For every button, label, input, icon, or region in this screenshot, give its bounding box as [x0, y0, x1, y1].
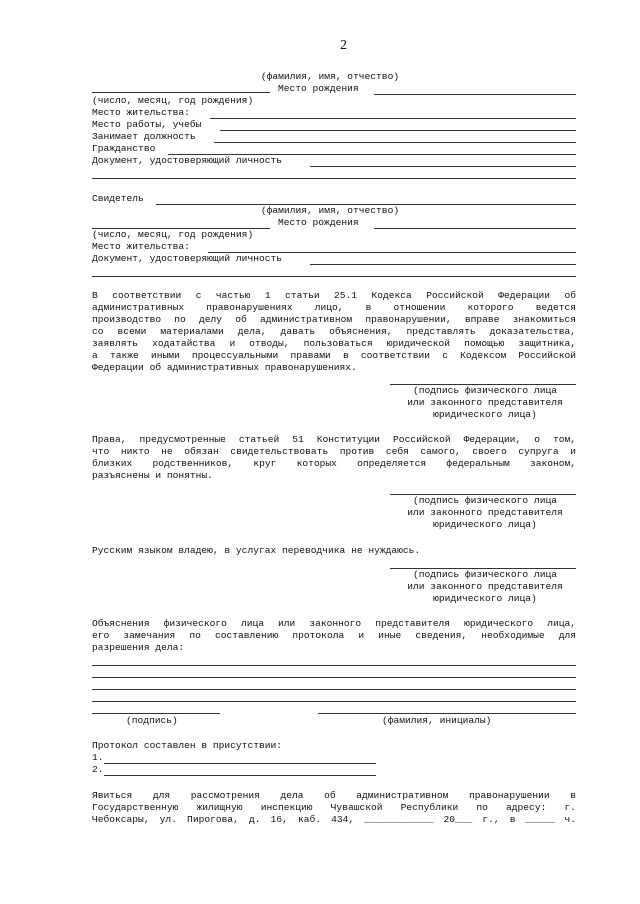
- witness-id-label: Документ, удостоверяющий личность: [92, 253, 282, 264]
- rights-line: а также иными процессуальными правами в соответствии с Кодексом Российской: [92, 350, 576, 361]
- rights-line: административных правонарушениях лицо, в отношении которого ведется: [92, 302, 576, 313]
- signature-caption-line: или законного представителя: [407, 397, 563, 408]
- witness-birthdate-caption: (число, месяц, год рождения): [92, 229, 254, 240]
- explanation-input-line[interactable]: [92, 665, 576, 666]
- explanation-input-line[interactable]: [92, 701, 576, 702]
- summons-line: Государственную жилищную инспекцию Чувашской Республики по адресу: г.: [92, 802, 576, 813]
- witness-label: Свидетель: [92, 193, 144, 204]
- offender-id-line-2[interactable]: [92, 178, 576, 179]
- rights-line: Федерации об административных правонарушениях.: [92, 362, 357, 373]
- signature-caption-line: или законного представителя: [407, 507, 563, 518]
- signature-caption-line: юридического лица): [433, 409, 537, 420]
- constitution-line: близких родственников, круг которых определяется федеральным законом,: [92, 458, 576, 469]
- page-number: 2: [340, 38, 347, 53]
- witness-fio-caption: (фамилия, имя, отчество): [260, 205, 400, 216]
- offender-birthplace-label: Место рождения: [278, 83, 359, 94]
- summons-line: Явиться для рассмотрения дела об административном правонарушении в: [92, 790, 576, 801]
- language-statement: Русским языком владею, в услугах переводчика не нуждаюсь.: [92, 545, 421, 556]
- rights-line: со всеми материалами дела, давать объяснения, представлять доказательства,: [92, 326, 576, 337]
- summons-line: Чебоксары, ул. Пирогова, д. 16, каб. 434, ____________ 20___ г., в _____ ч.: [92, 814, 576, 825]
- initials-label: (фамилия, инициалы): [382, 715, 492, 726]
- explanation-line: разрешения дела:: [92, 642, 185, 653]
- explanation-input-line[interactable]: [92, 689, 576, 690]
- constitution-line: Права, предусмотренные статьей 51 Конституции Российской Федерации, о том,: [92, 434, 576, 445]
- offender-position-label: Занимает должность: [92, 131, 196, 142]
- rights-line: производство по делу об административном правонарушении, вправе знакомиться: [92, 314, 576, 325]
- witness-id-line-2[interactable]: [92, 276, 576, 277]
- witness-residence-label: Место жительства:: [92, 241, 190, 252]
- signature-label: (подпись): [126, 715, 178, 726]
- offender-residence-label: Место жительства:: [92, 107, 190, 118]
- offender-citizenship-label: Гражданство: [92, 143, 156, 154]
- signature-caption-line: (подпись физического лица: [413, 569, 557, 580]
- explanation-line: его замечания по составлению протокола и иные сведения, необходимые для: [92, 630, 576, 641]
- signature-caption-line: (подпись физического лица: [413, 495, 557, 506]
- witness-birthplace-line[interactable]: [374, 228, 576, 229]
- constitution-line: разъяснены и понятны.: [92, 470, 213, 481]
- presence-heading: Протокол составлен в присутствии:: [92, 740, 282, 751]
- witness-id-line[interactable]: [310, 264, 576, 265]
- signature-caption-line: или законного представителя: [407, 581, 563, 592]
- presence-item-1-line[interactable]: [104, 763, 376, 764]
- constitution-line: что никто не обязан свидетельствовать против себя самого, своего супруга и: [92, 446, 576, 457]
- signature-caption-line: юридического лица): [433, 519, 537, 530]
- presence-item-2-number: 2.: [92, 764, 104, 775]
- presence-item-2-line[interactable]: [104, 775, 376, 776]
- offender-id-label: Документ, удостоверяющий личность: [92, 155, 282, 166]
- rights-line: В соответствии с частью 1 статьи 25.1 Кодекса Российской Федерации об: [92, 290, 576, 301]
- initials-line[interactable]: [318, 713, 576, 714]
- offender-id-line[interactable]: [310, 166, 576, 167]
- offender-birthplace-line[interactable]: [374, 94, 576, 95]
- explanation-line: Объяснения физического лица или законного представителя юридического лица,: [92, 618, 576, 629]
- offender-fio-caption: (фамилия, имя, отчество): [260, 71, 400, 82]
- explanation-input-line[interactable]: [92, 677, 576, 678]
- witness-birthplace-label: Место рождения: [278, 217, 359, 228]
- signature-caption-line: юридического лица): [433, 593, 537, 604]
- presence-item-1-number: 1.: [92, 752, 104, 763]
- offender-work-label: Место работы, учебы: [92, 119, 202, 130]
- offender-residence-line[interactable]: [210, 118, 576, 119]
- offender-fio-line[interactable]: [92, 92, 270, 93]
- rights-line: заявлять ходатайства и отводы, пользоваться юридической помощью защитника,: [92, 338, 576, 349]
- signature-caption-line: (подпись физического лица: [413, 385, 557, 396]
- offender-birthdate-caption: (число, месяц, год рождения): [92, 95, 254, 106]
- offender-position-line[interactable]: [214, 142, 576, 143]
- signature-line-4[interactable]: [92, 713, 220, 714]
- offender-work-line[interactable]: [220, 130, 576, 131]
